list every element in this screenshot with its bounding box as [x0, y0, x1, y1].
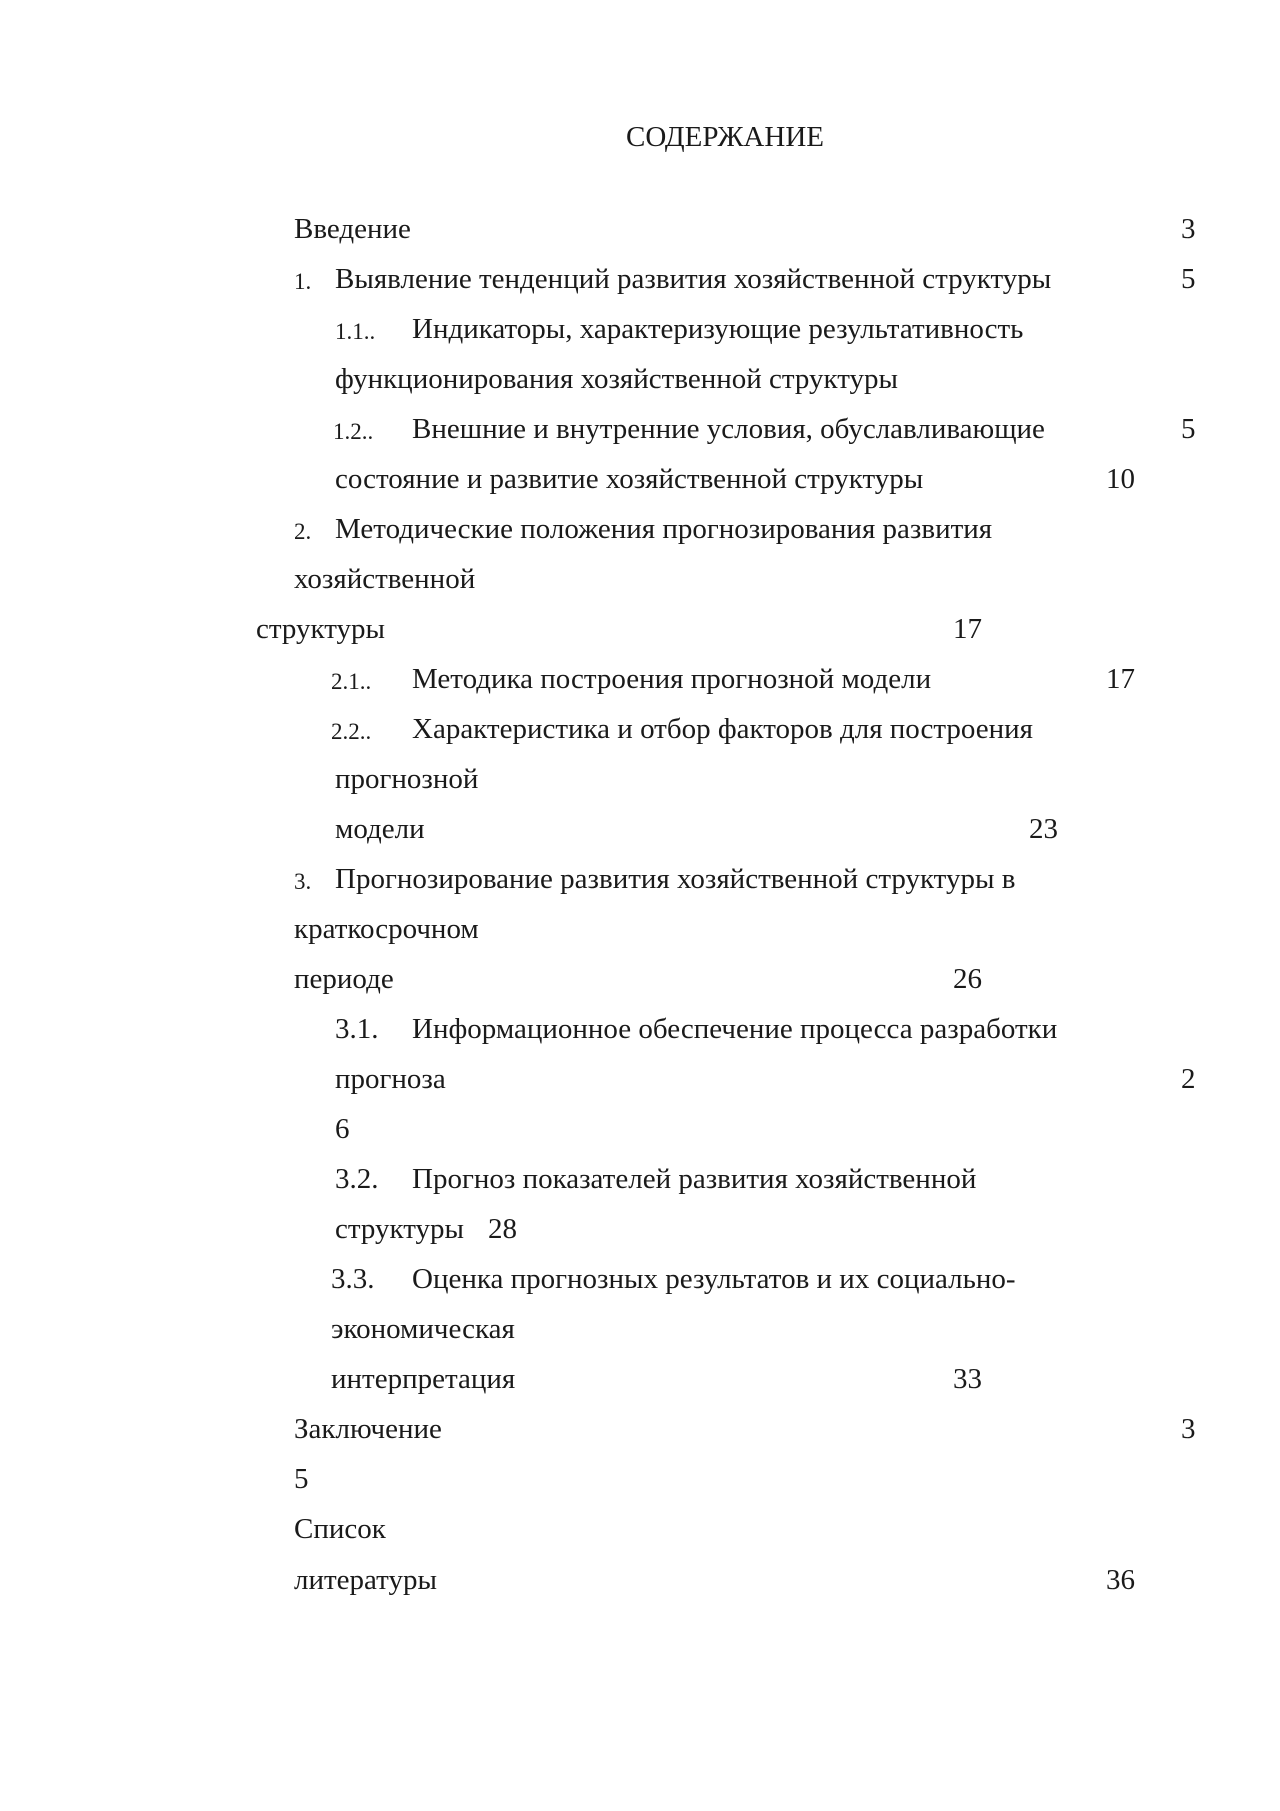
toc-s1-2-page-a: 5 — [1181, 413, 1196, 445]
toc-s3-1-line2: прогноза — [335, 1063, 446, 1095]
toc-ch1-page: 5 — [1181, 263, 1196, 295]
toc-s3-3-line3: интерпретация — [331, 1363, 516, 1395]
toc-ch2-line2: хозяйственной — [294, 563, 476, 595]
toc-ch3-line3: периоде — [294, 963, 394, 995]
toc-s1-1-line2: функционирования хозяйственной структуры — [335, 363, 899, 395]
toc-ch2-number: 2. — [294, 519, 312, 544]
toc-s2-1-title: Методика построения прогнозной модели — [412, 663, 932, 695]
toc-references-line2: литературы — [294, 1564, 437, 1596]
toc-ch2-page: 17 — [953, 613, 982, 645]
toc-s2-2-line3: модели — [335, 813, 425, 845]
toc-intro-page: 3 — [1181, 213, 1196, 245]
toc-s2-2-page: 23 — [1029, 813, 1058, 845]
toc-s1-1-number: 1.1.. — [335, 319, 376, 344]
toc-s1-2-line1: Внешние и внутренние условия, обуславливающие — [412, 413, 1045, 445]
toc-s1-1-line1: Индикаторы, характеризующие результативность — [412, 313, 1024, 345]
toc-s3-1-number: 3.1. — [335, 1013, 379, 1045]
toc-s1-2-number: 1.2.. — [333, 419, 374, 444]
toc-s2-2-line1: Характеристика и отбор факторов для построения — [412, 713, 1034, 745]
toc-ch3-number: 3. — [294, 869, 312, 894]
toc-s3-3-line1: Оценка прогнозных результатов и их социально- — [412, 1263, 1016, 1295]
toc-references-page: 36 — [1106, 1564, 1135, 1596]
toc-s3-2-page: 28 — [488, 1213, 517, 1245]
toc-conclusion-label: Заключение — [294, 1413, 442, 1445]
toc-s3-3-number: 3.3. — [331, 1263, 375, 1295]
toc-ch1-number: 1. — [294, 269, 312, 294]
toc-references-line1: Список — [294, 1513, 386, 1545]
toc-ch3-line2: краткосрочном — [294, 913, 479, 945]
toc-s2-2-line2: прогнозной — [335, 763, 479, 795]
toc-s3-1-page-a: 2 — [1181, 1063, 1196, 1095]
toc-ch3-page: 26 — [953, 963, 982, 995]
toc-s3-3-page: 33 — [953, 1363, 982, 1395]
toc-s1-2-line2: состояние и развитие хозяйственной структуры — [335, 463, 924, 495]
toc-ch2-line1: Методические положения прогнозирования развития — [335, 513, 993, 545]
toc-ch1-title: Выявление тенденций развития хозяйственной структуры — [335, 263, 1052, 295]
toc-s2-1-number: 2.1.. — [331, 669, 372, 694]
toc-s1-2-page-b: 10 — [1106, 463, 1135, 495]
toc-ch3-line1: Прогнозирование развития хозяйственной структуры в — [335, 863, 1016, 895]
toc-s3-1-line1: Информационное обеспечение процесса разработки — [412, 1013, 1058, 1045]
toc-s3-1-page-b: 6 — [335, 1113, 350, 1145]
page-title: СОДЕРЖАНИЕ — [626, 121, 824, 153]
toc-s3-3-line2: экономическая — [331, 1313, 515, 1345]
toc-s3-2-line2: структуры — [335, 1213, 464, 1245]
toc-conclusion-page-b: 5 — [294, 1463, 309, 1495]
toc-conclusion-page-a: 3 — [1181, 1413, 1196, 1445]
toc-ch2-line3: структуры — [256, 613, 385, 645]
toc-s3-2-number: 3.2. — [335, 1163, 379, 1195]
toc-intro-label: Введение — [294, 213, 411, 245]
toc-s3-2-line1: Прогноз показателей развития хозяйственной — [412, 1163, 977, 1195]
toc-s2-2-number: 2.2.. — [331, 719, 372, 744]
toc-s2-1-page: 17 — [1106, 663, 1135, 695]
